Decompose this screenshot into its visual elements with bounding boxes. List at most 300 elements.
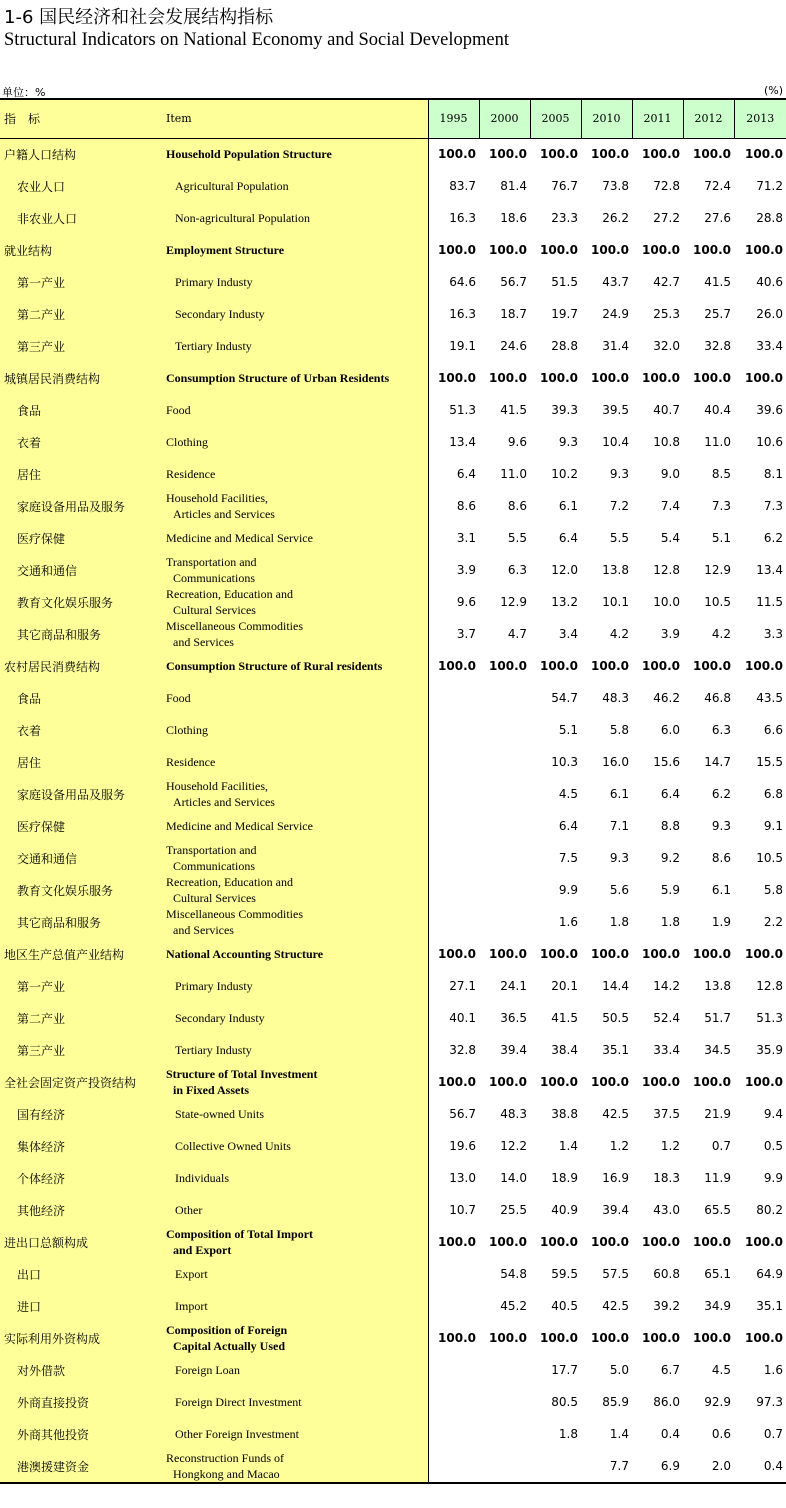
value-cell: 9.2: [660, 851, 680, 865]
table-row-category: [0, 938, 786, 970]
row-label-english: [162, 298, 428, 330]
value-cell: 9.0: [660, 467, 680, 481]
row-label-english: [162, 778, 428, 810]
value-cell: 10.1: [602, 595, 629, 609]
row-label-chinese: 第一产业: [0, 970, 162, 1002]
value-cell: 2.2: [763, 915, 783, 929]
table-row: [0, 874, 786, 906]
value-cell: 1.4: [558, 1139, 578, 1153]
value-cell: 35.1: [602, 1043, 629, 1057]
value-cell: 100.0: [745, 243, 783, 257]
value-cell: 100.0: [489, 1235, 527, 1249]
value-cell: 24.6: [500, 339, 527, 353]
header-year: 2000: [479, 99, 530, 138]
value-cell: 36.5: [500, 1011, 527, 1025]
value-cell: 9.6: [507, 435, 527, 449]
value-cell: 14.4: [602, 979, 629, 993]
value-cell: 100.0: [693, 1235, 731, 1249]
value-cell: [479, 1450, 530, 1483]
value-cell: 43.0: [653, 1203, 680, 1217]
table-row: [0, 682, 786, 714]
row-label-english-line: Secondary Industy: [175, 307, 265, 321]
value-cell: 25.5: [500, 1203, 527, 1217]
table-row: [0, 554, 786, 586]
row-label-english-line: Clothing: [166, 723, 209, 737]
value-cell: 33.4: [653, 1043, 680, 1057]
table-row: [0, 810, 786, 842]
row-label-english: [162, 1386, 428, 1418]
row-label-chinese: 城镇居民消费结构: [0, 362, 162, 394]
value-cell: [479, 1386, 530, 1418]
value-cell: 13.4: [756, 563, 783, 577]
row-label-english-line: Reconstruction Funds of: [166, 1451, 284, 1465]
value-cell: 100.0: [438, 371, 476, 385]
row-label-english: [162, 1130, 428, 1162]
row-label-english-line: Recreation, Education and: [166, 587, 293, 601]
value-cell: 6.3: [507, 563, 527, 577]
value-cell: [479, 874, 530, 906]
value-cell: 40.6: [756, 275, 783, 289]
value-cell: 100.0: [489, 1331, 527, 1345]
row-label-chinese: 进出口总额构成: [0, 1226, 162, 1258]
value-cell: 100.0: [540, 659, 578, 673]
value-cell: 100.0: [489, 243, 527, 257]
value-cell: 17.7: [551, 1363, 578, 1377]
table-row: [0, 426, 786, 458]
row-label-english: [162, 234, 428, 266]
value-cell: 10.2: [551, 467, 578, 481]
value-cell: 51.7: [704, 1011, 731, 1025]
row-label-english-line: Communications: [173, 859, 255, 873]
row-label-english: [162, 810, 428, 842]
row-label-english: [162, 586, 428, 618]
value-cell: 41.5: [500, 403, 527, 417]
value-cell: 100.0: [642, 1331, 680, 1345]
row-label-english: [162, 682, 428, 714]
value-cell: 18.6: [500, 211, 527, 225]
value-cell: 5.1: [711, 531, 731, 545]
value-cell: 24.9: [602, 307, 629, 321]
value-cell: 100.0: [438, 1331, 476, 1345]
row-label-english: [162, 490, 428, 522]
table-row: [0, 1418, 786, 1450]
row-label-chinese: 非农业人口: [0, 202, 162, 234]
value-cell: 4.5: [711, 1363, 731, 1377]
value-cell: 59.5: [551, 1267, 578, 1281]
value-cell: 19.6: [449, 1139, 476, 1153]
row-label-english: [162, 522, 428, 554]
value-cell: 9.4: [763, 1107, 783, 1121]
value-cell: 64.6: [449, 275, 476, 289]
value-cell: 100.0: [591, 371, 629, 385]
value-cell: 1.8: [609, 915, 629, 929]
value-cell: 100.0: [489, 947, 527, 961]
row-label-english: [162, 554, 428, 586]
value-cell: 100.0: [745, 1075, 783, 1089]
row-label-english-line: Other Foreign Investment: [175, 1427, 299, 1441]
value-cell: 65.5: [704, 1203, 731, 1217]
value-cell: 9.3: [711, 819, 731, 833]
value-cell: 21.9: [704, 1107, 731, 1121]
row-label-chinese: 食品: [0, 682, 162, 714]
value-cell: [428, 906, 479, 938]
row-label-english-line: State-owned Units: [175, 1107, 264, 1121]
value-cell: 100.0: [489, 659, 527, 673]
value-cell: 7.1: [609, 819, 629, 833]
table-row: [0, 1002, 786, 1034]
value-cell: 3.3: [763, 627, 783, 641]
row-label-chinese: 港澳援建资金: [0, 1450, 162, 1483]
value-cell: 100.0: [693, 947, 731, 961]
value-cell: 35.1: [756, 1299, 783, 1313]
value-cell: 34.5: [704, 1043, 731, 1057]
row-label-english: [162, 170, 428, 202]
value-cell: 100.0: [745, 1331, 783, 1345]
table-row-category: [0, 138, 786, 170]
value-cell: 100.0: [745, 371, 783, 385]
row-label-chinese: 对外借款: [0, 1354, 162, 1386]
value-cell: 5.0: [609, 1363, 629, 1377]
value-cell: 27.2: [653, 211, 680, 225]
value-cell: 48.3: [500, 1107, 527, 1121]
value-cell: 13.8: [704, 979, 731, 993]
value-cell: 40.5: [551, 1299, 578, 1313]
row-label-english: [162, 138, 428, 170]
row-label-english: [162, 746, 428, 778]
value-cell: 39.3: [551, 403, 578, 417]
value-cell: 27.1: [449, 979, 476, 993]
value-cell: 65.1: [704, 1267, 731, 1281]
value-cell: 9.3: [609, 851, 629, 865]
value-cell: 1.9: [711, 915, 731, 929]
row-label-english: [162, 362, 428, 394]
value-cell: 48.3: [602, 691, 629, 705]
value-cell: 80.5: [551, 1395, 578, 1409]
row-label-english: [162, 1418, 428, 1450]
row-label-chinese: 外商直接投资: [0, 1386, 162, 1418]
value-cell: 42.5: [602, 1299, 629, 1313]
table-row: [0, 778, 786, 810]
row-label-chinese: 集体经济: [0, 1130, 162, 1162]
value-cell: 100.0: [489, 147, 527, 162]
value-cell: 13.0: [449, 1171, 476, 1185]
value-cell: 10.7: [449, 1203, 476, 1217]
value-cell: 42.7: [653, 275, 680, 289]
row-label-english: [162, 1194, 428, 1226]
value-cell: 31.4: [602, 339, 629, 353]
row-label-chinese: 出口: [0, 1258, 162, 1290]
value-cell: 32.8: [704, 339, 731, 353]
table-row-category: [0, 1322, 786, 1354]
value-cell: 100.0: [642, 243, 680, 257]
value-cell: 12.2: [500, 1139, 527, 1153]
value-cell: 3.9: [456, 563, 476, 577]
value-cell: 0.6: [711, 1427, 731, 1441]
value-cell: 12.9: [500, 595, 527, 609]
value-cell: 100.0: [693, 147, 731, 162]
value-cell: 6.9: [632, 1450, 683, 1483]
value-cell: 100.0: [438, 147, 476, 162]
row-label-chinese: 户籍人口结构: [0, 138, 162, 170]
value-cell: 100.0: [591, 1075, 629, 1089]
value-cell: 9.3: [558, 435, 578, 449]
row-label-chinese: 实际利用外资构成: [0, 1322, 162, 1354]
value-cell: 85.9: [602, 1395, 629, 1409]
value-cell: 100.0: [745, 147, 783, 162]
value-cell: 14.7: [704, 755, 731, 769]
row-label-english: [162, 330, 428, 362]
value-cell: [428, 1354, 479, 1386]
row-label-english-line: Collective Owned Units: [175, 1139, 291, 1153]
value-cell: 19.7: [551, 307, 578, 321]
row-label-english-line: Medicine and Medical Service: [166, 531, 313, 545]
row-label-english: [162, 1162, 428, 1194]
value-cell: 100.0: [745, 659, 783, 673]
value-cell: 25.3: [653, 307, 680, 321]
value-cell: [428, 1450, 479, 1483]
value-cell: 100.0: [591, 147, 629, 162]
value-cell: 7.3: [763, 499, 783, 513]
row-label-english-line: Household Population Structure: [166, 147, 332, 162]
value-cell: 39.5: [602, 403, 629, 417]
value-cell: 100.0: [693, 243, 731, 257]
table-row: [0, 1450, 786, 1483]
value-cell: 100.0: [489, 1075, 527, 1089]
value-cell: 72.8: [653, 179, 680, 193]
table-row: [0, 714, 786, 746]
table-row: [0, 618, 786, 650]
row-label-english-line: Other: [175, 1203, 203, 1217]
header-year: 2011: [632, 99, 683, 138]
value-cell: 1.8: [660, 915, 680, 929]
row-label-english-line: Transportation and: [166, 843, 257, 857]
value-cell: [479, 1418, 530, 1450]
value-cell: 5.8: [609, 723, 629, 737]
row-label-english: [162, 1034, 428, 1066]
row-label-english-line: Residence: [166, 755, 216, 769]
table-row: [0, 330, 786, 362]
value-cell: [479, 842, 530, 874]
indicator-table: [0, 98, 786, 1484]
value-cell: 12.8: [653, 563, 680, 577]
row-label-english: [162, 394, 428, 426]
value-cell: [479, 810, 530, 842]
value-cell: 100.0: [693, 659, 731, 673]
value-cell: 38.8: [551, 1107, 578, 1121]
value-cell: 100.0: [642, 659, 680, 673]
value-cell: 54.8: [500, 1267, 527, 1281]
value-cell: 73.8: [602, 179, 629, 193]
value-cell: 86.0: [653, 1395, 680, 1409]
table-row: [0, 970, 786, 1002]
value-cell: 9.9: [763, 1171, 783, 1185]
value-cell: 43.5: [756, 691, 783, 705]
row-label-english-line: Household Facilities,: [166, 491, 268, 505]
value-cell: 100.0: [540, 371, 578, 385]
value-cell: [428, 874, 479, 906]
row-label-english-line: National Accounting Structure: [166, 947, 324, 961]
value-cell: [479, 682, 530, 714]
value-cell: 100.0: [591, 1235, 629, 1249]
value-cell: 5.6: [609, 883, 629, 897]
value-cell: 6.2: [711, 787, 731, 801]
value-cell: 6.0: [660, 723, 680, 737]
value-cell: [428, 682, 479, 714]
value-cell: 0.4: [734, 1450, 786, 1483]
value-cell: 100.0: [642, 147, 680, 162]
value-cell: 100.0: [591, 1331, 629, 1345]
row-label-chinese: 居住: [0, 746, 162, 778]
value-cell: 10.6: [756, 435, 783, 449]
value-cell: 100.0: [591, 243, 629, 257]
page-title-english: Structural Indicators on National Economy and Social Development: [4, 30, 510, 50]
row-label-english: [162, 426, 428, 458]
table-row: [0, 298, 786, 330]
value-cell: 39.2: [653, 1299, 680, 1313]
row-label-chinese: 其他经济: [0, 1194, 162, 1226]
value-cell: 3.4: [558, 627, 578, 641]
row-label-english: [162, 1354, 428, 1386]
value-cell: 56.7: [449, 1107, 476, 1121]
value-cell: 11.9: [704, 1171, 731, 1185]
row-label-english-line: Miscellaneous Commodities: [166, 907, 303, 921]
value-cell: 5.8: [763, 883, 783, 897]
row-label-english-line: Consumption Structure of Rural residents: [166, 659, 383, 673]
row-label-chinese: 交通和通信: [0, 842, 162, 874]
row-label-chinese: 交通和通信: [0, 554, 162, 586]
value-cell: 40.9: [551, 1203, 578, 1217]
row-label-chinese: 衣着: [0, 714, 162, 746]
table-row-category: [0, 362, 786, 394]
row-label-english-line: Communications: [173, 571, 255, 585]
value-cell: 25.7: [704, 307, 731, 321]
value-cell: 6.7: [660, 1363, 680, 1377]
header-year: 2005: [530, 99, 581, 138]
row-label-english-line: Primary Industy: [175, 979, 253, 993]
value-cell: 10.5: [756, 851, 783, 865]
value-cell: 100.0: [540, 147, 578, 162]
table-row: [0, 170, 786, 202]
row-label-english: [162, 714, 428, 746]
value-cell: 6.4: [558, 819, 578, 833]
value-cell: 11.0: [500, 467, 527, 481]
value-cell: 56.7: [500, 275, 527, 289]
table-row: [0, 586, 786, 618]
row-label-chinese: 农村居民消费结构: [0, 650, 162, 682]
value-cell: 83.7: [449, 179, 476, 193]
value-cell: 100.0: [438, 1235, 476, 1249]
value-cell: 8.6: [711, 851, 731, 865]
table-row-category: [0, 1226, 786, 1258]
value-cell: 16.3: [449, 211, 476, 225]
row-label-english: [162, 842, 428, 874]
row-label-english-line: Import: [175, 1299, 208, 1313]
row-label-english-line: Recreation, Education and: [166, 875, 293, 889]
value-cell: 16.9: [602, 1171, 629, 1185]
value-cell: 1.8: [558, 1427, 578, 1441]
value-cell: 13.4: [449, 435, 476, 449]
row-label-english-line: Residence: [166, 467, 216, 481]
value-cell: 11.0: [704, 435, 731, 449]
value-cell: 8.8: [660, 819, 680, 833]
value-cell: 100.0: [591, 947, 629, 961]
value-cell: 3.7: [456, 627, 476, 641]
table-row: [0, 1130, 786, 1162]
value-cell: 100.0: [540, 1331, 578, 1345]
value-cell: [428, 1258, 479, 1290]
row-label-english-line: Export: [175, 1267, 208, 1281]
value-cell: 4.5: [558, 787, 578, 801]
row-label-english-line: Individuals: [175, 1171, 229, 1185]
row-label-english: [162, 1066, 428, 1098]
value-cell: 100.0: [642, 947, 680, 961]
value-cell: 51.5: [551, 275, 578, 289]
value-cell: 16.3: [449, 307, 476, 321]
value-cell: 100.0: [540, 243, 578, 257]
value-cell: 6.4: [660, 787, 680, 801]
value-cell: 72.4: [704, 179, 731, 193]
row-label-chinese: 其它商品和服务: [0, 618, 162, 650]
value-cell: [428, 1418, 479, 1450]
value-cell: 42.5: [602, 1107, 629, 1121]
value-cell: 100.0: [642, 1235, 680, 1249]
value-cell: 51.3: [449, 403, 476, 417]
row-label-chinese: 食品: [0, 394, 162, 426]
table-row: [0, 1194, 786, 1226]
table-row: [0, 906, 786, 938]
value-cell: 5.4: [660, 531, 680, 545]
value-cell: 5.5: [507, 531, 527, 545]
value-cell: 24.1: [500, 979, 527, 993]
row-label-english: [162, 970, 428, 1002]
table-row-category: [0, 650, 786, 682]
value-cell: 92.9: [704, 1395, 731, 1409]
value-cell: 7.2: [609, 499, 629, 513]
value-cell: 35.9: [756, 1043, 783, 1057]
value-cell: 10.8: [653, 435, 680, 449]
unit-label-chinese: 单位：%: [2, 86, 46, 99]
value-cell: 7.5: [558, 851, 578, 865]
value-cell: 39.4: [500, 1043, 527, 1057]
value-cell: 8.1: [763, 467, 783, 481]
value-cell: 16.0: [602, 755, 629, 769]
row-label-english-line: Composition of Total Import: [166, 1227, 314, 1241]
row-label-chinese: 医疗保健: [0, 810, 162, 842]
table-row: [0, 202, 786, 234]
value-cell: 0.5: [763, 1139, 783, 1153]
value-cell: 100.0: [693, 371, 731, 385]
value-cell: 39.6: [756, 403, 783, 417]
value-cell: 26.0: [756, 307, 783, 321]
value-cell: [428, 778, 479, 810]
row-label-english: [162, 1002, 428, 1034]
row-label-english: [162, 458, 428, 490]
table-row: [0, 522, 786, 554]
value-cell: 10.3: [551, 755, 578, 769]
row-label-english-line: Tertiary Industy: [175, 1043, 252, 1057]
value-cell: 8.6: [456, 499, 476, 513]
value-cell: 5.1: [558, 723, 578, 737]
value-cell: 6.2: [763, 531, 783, 545]
table-header-row: [0, 99, 786, 138]
row-label-english-line: Hongkong and Macao: [173, 1467, 280, 1481]
value-cell: 3.9: [660, 627, 680, 641]
value-cell: 8.6: [507, 499, 527, 513]
value-cell: 4.2: [609, 627, 629, 641]
row-label-chinese: 家庭设备用品及服务: [0, 778, 162, 810]
value-cell: 6.1: [558, 499, 578, 513]
row-label-english-line: Consumption Structure of Urban Residents: [166, 371, 390, 385]
